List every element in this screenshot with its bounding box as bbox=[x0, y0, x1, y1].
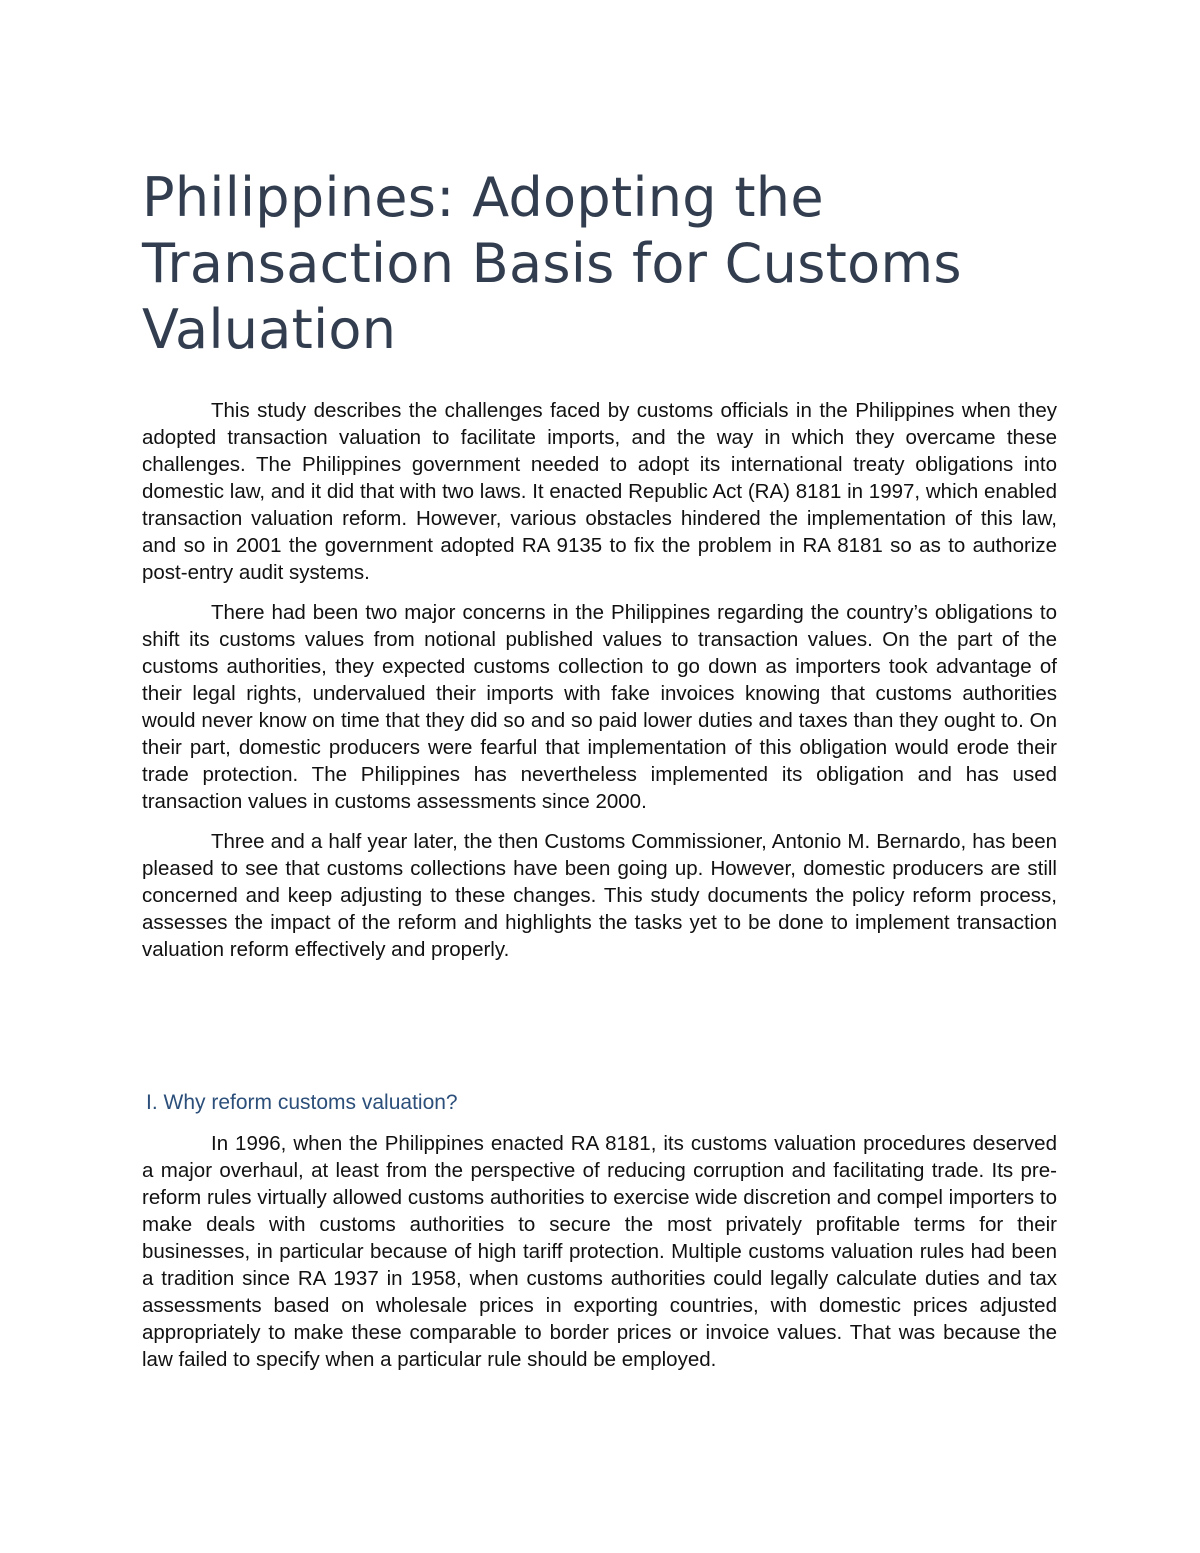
section-paragraph: In 1996, when the Philippines enacted RA 8181, its customs valuation procedures deserved a major overhaul, at least from the perspective of reducing corruption and facilitating trade. Its pre-reform rules virtually allowed customs authorities to exercise wide discretion and compel importers to make deals with customs authorities to secure the most privately profitable terms for their businesses, in particular because of high tariff protection. Multiple customs valuation rules had been a tradition since RA 1937 in 1958, when customs authorities could legally calculate duties and tax assessments based on wholesale prices in exporting countries, with domestic prices adjusted appropriately to make these comparable to border prices or invoice values. That was because the law failed to specify when a particular rule should be employed. bbox=[142, 1132, 1057, 1371]
intro-section bbox=[142, 397, 1057, 976]
section-heading: I. Why reform customs valuation? bbox=[146, 1091, 458, 1114]
intro-paragraph: There had been two major concerns in the Philippines regarding the country’s obligations to shift its customs values from notional published values to transaction values. On the part of the customs authorities, they expected customs collection to go down as importers took advantage of their legal rights, undervalued their imports with fake invoices knowing that customs authorities would never know on time that they did so and so paid lower duties and taxes than they ought to. On their part, domestic producers were fearful that implementation of this obligation would erode their trade protection. The Philippines has nevertheless implemented its obligation and has used transaction values in customs assessments since 2000. bbox=[142, 601, 1057, 813]
intro-paragraph: This study describes the challenges faced by customs officials in the Philippines when they adopted transaction valuation to facilitate imports, and the way in which they overcame these challenges. The Philippines government needed to adopt its international treaty obligations into domestic law, and it did that with two laws. It enacted Republic Act (RA) 8181 in 1997, which enabled transaction valuation reform. However, various obstacles hindered the implementation of this law, and so in 2001 the government adopted RA 9135 to fix the problem in RA 8181 so as to authorize post-entry audit systems. bbox=[142, 399, 1057, 584]
section-why-reform bbox=[142, 1089, 1057, 1386]
document-title: Philippines: Adopting the Transaction Basis for Customs Valuation bbox=[142, 166, 962, 361]
intro-paragraph: Three and a half year later, the then Customs Commissioner, Antonio M. Bernardo, has been pleased to see that customs collections have been going up. However, domestic producers are still concerned and keep adjusting to these changes. This study documents the policy reform process, assesses the impact of the reform and highlights the tasks yet to be done to implement transaction valuation reform effectively and properly. bbox=[142, 830, 1057, 961]
